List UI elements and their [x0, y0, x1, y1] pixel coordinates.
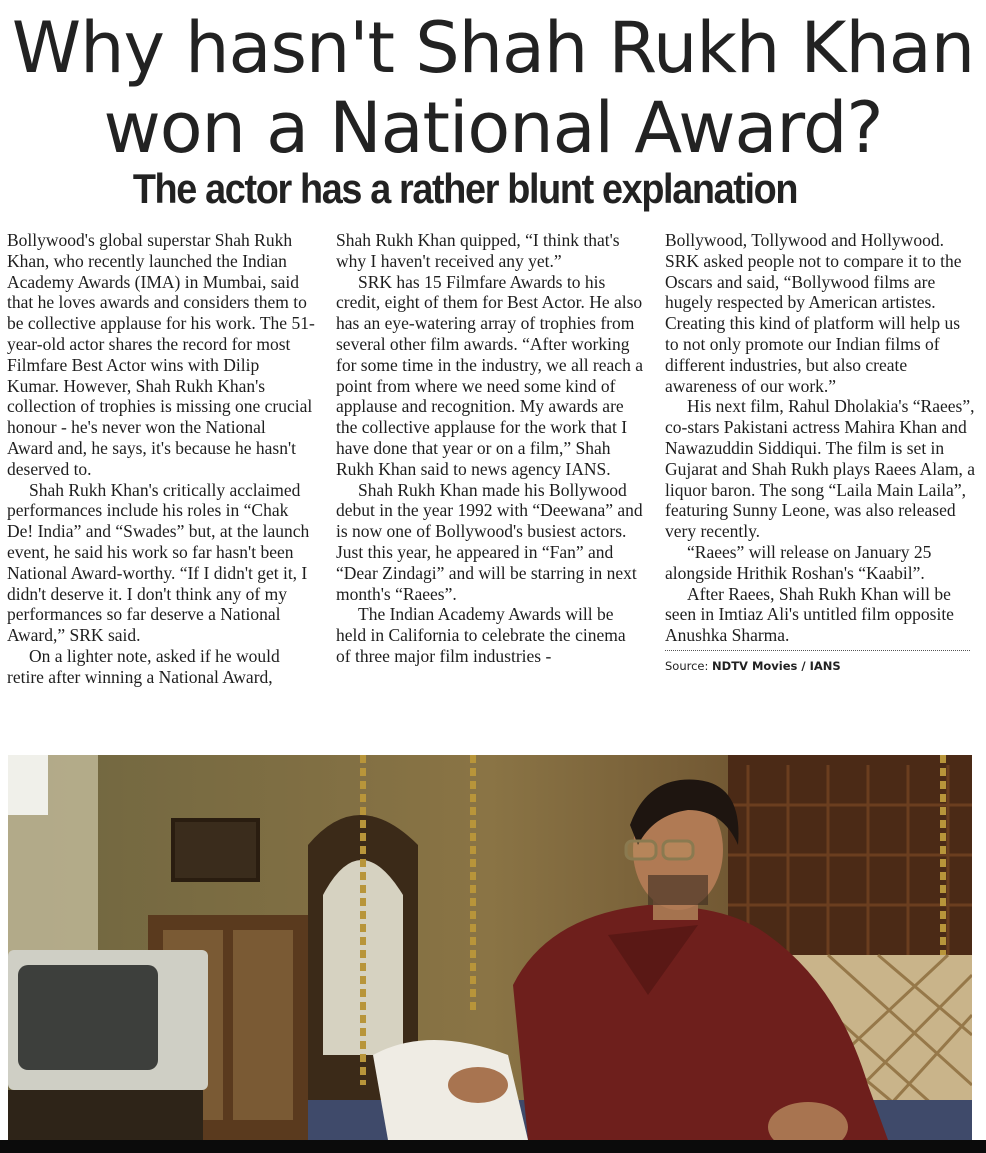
- source-value: NDTV Movies / IANS: [712, 658, 841, 673]
- article-paragraph: Bollywood, Tollywood and Hollywood. SRK asked people not to compare it to the Oscars and said, “Bollywood films are hugely respected by American artistes. Creating this kind of platform will help us to not only promote our Indian films of different industries, but also create awareness of our work.”: [665, 230, 962, 396]
- article-paragraph: Shah Rukh Khan's critically acclaimed performances include his roles in “Chak De! India” and “Swades” but, at the launch event, he said his work so far hasn't been National Award-worthy. “If I didn't get it, I didn't deserve it. I don't think any of my performances so far deserve a National Award,” SRK said.: [7, 479, 310, 646]
- bottom-bar: [0, 1140, 986, 1153]
- column-3-body: [665, 230, 977, 646]
- article-column-2: [336, 230, 644, 667]
- article-paragraph: On a lighter note, asked if he would retire after winning a National Award,: [7, 645, 280, 687]
- article-paragraph: After Raees, Shah Rukh Khan will be seen in Imtiaz Ali's untitled film opposite Anushka Sharma.: [665, 583, 954, 646]
- headline-line-2: won a National Award?: [103, 87, 883, 169]
- headline: [0, 8, 986, 168]
- headline-line-1: Why hasn't Shah Rukh Khan: [11, 7, 975, 89]
- photo-illustration: [8, 755, 972, 1140]
- article-paragraph: Shah Rukh Khan quipped, “I think that's why I haven't received any yet.”: [336, 230, 620, 271]
- article-paragraph: Shah Rukh Khan made his Bollywood debut in the year 1992 with “Deewana” and is now one of Bollywood's busiest actors. Just this year, he appeared in “Fan” and “Dear Zindagi” and will be starring in next month's “Raees”.: [336, 479, 643, 604]
- source-label: Source:: [665, 658, 709, 673]
- source-divider: [665, 650, 970, 651]
- article-column-3: [665, 230, 977, 673]
- article-photo: [8, 755, 972, 1140]
- subheadline: The actor has a rather blunt explanation: [132, 165, 798, 212]
- article-paragraph: His next film, Rahul Dholakia's “Raees”, co-stars Pakistani actress Mahira Khan and Nawazuddin Siddiqui. The film is set in Gujarat and Shah Rukh plays Raees Alam, a liquor baron. The song “Laila Main Laila”, featuring Sunny Leone, was also released very recently.: [665, 396, 976, 542]
- article-paragraph: The Indian Academy Awards will be held in California to celebrate the cinema of three major film industries -: [336, 604, 626, 666]
- article-paragraph: SRK has 15 Filmfare Awards to his credit, eight of them for Best Actor. He also has an eye-watering array of trophies from several other film awards. “After working for some time in the industry, we all reach a point from where we need some kind of applause and recognition. My awards are the collective applause for the work that I have done that year or on a film,” Shah Rukh Khan said to news agency IANS.: [336, 271, 643, 479]
- article-paragraph: “Raees” will release on January 25 alongside Hrithik Roshan's “Kaabil”.: [665, 541, 932, 583]
- source-credit: [665, 659, 977, 673]
- article-column-1: [7, 230, 315, 688]
- article-paragraph: Bollywood's global superstar Shah Rukh Khan, who recently launched the Indian Academy Awards (IMA) in Mumbai, said that he loves awards and considers them to be collective applause for his work. The 51-year-old actor shares the record for most Filmfare Best Actor wins with Dilip Kumar. However, Shah Rukh Khan's collection of trophies is missing one crucial honour - he's never won the National Award and, he says, it's because he hasn't deserved to.: [7, 230, 315, 479]
